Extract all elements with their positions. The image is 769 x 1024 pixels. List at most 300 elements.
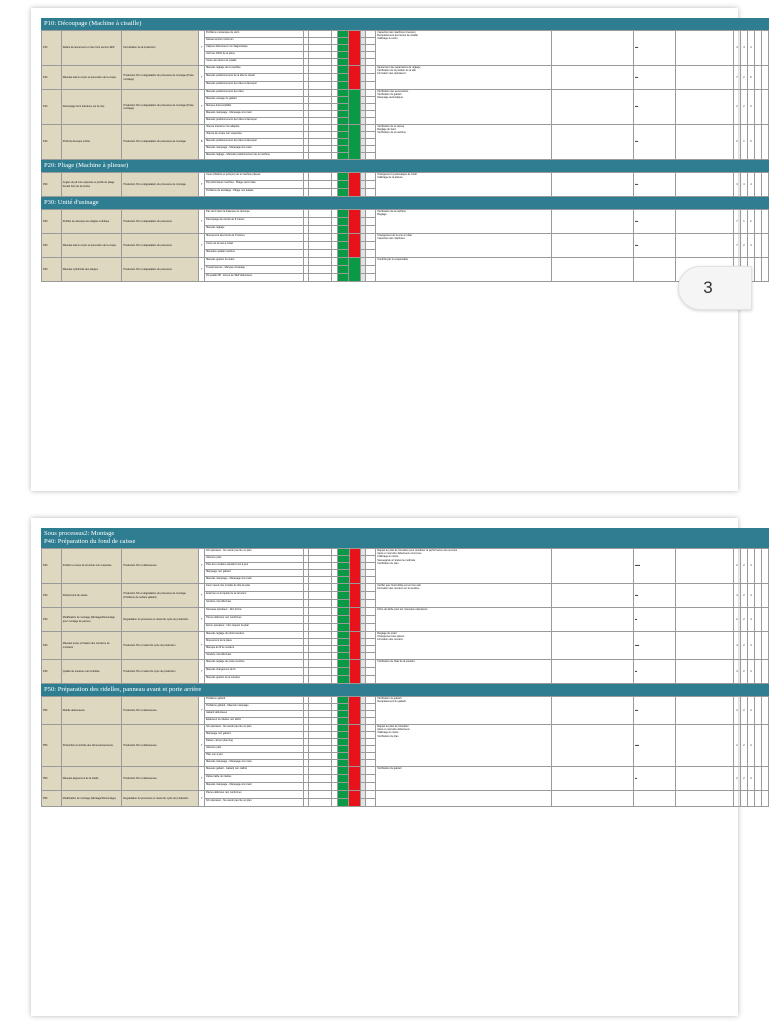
failure-cause: Pièces délivrées non conformes — [205, 616, 304, 624]
control-cell — [308, 556, 331, 563]
severity-value: 7 — [199, 725, 205, 767]
score-cell — [761, 767, 768, 791]
failure-cause: Usure de la scie à ruban — [205, 242, 304, 250]
status-dots: ●● — [633, 767, 675, 791]
failure-mode: Production à contrôle des dimensionnements — [61, 725, 122, 767]
deadline-cell — [675, 66, 733, 90]
action-item: Remplacement des lames de cisaille — [377, 34, 418, 38]
occurrence-marker — [337, 556, 349, 563]
control-cell — [308, 711, 331, 718]
control-cell — [308, 549, 331, 556]
failure-effect: Perturbation de la production — [122, 31, 199, 66]
priority-cell — [365, 732, 375, 739]
action-item: Fiche de tâche pour les nouveaux opérateurs — [377, 608, 428, 611]
priority-cell — [365, 753, 375, 760]
action-item: Ajout en mémoire défectueux — [377, 728, 410, 732]
score-cell: 2 — [733, 697, 740, 725]
priority-cell — [365, 646, 375, 653]
priority-cell — [365, 570, 375, 577]
recommended-actions — [376, 791, 552, 807]
control-cell — [308, 111, 331, 118]
deadline-cell — [675, 660, 733, 684]
step-code: P30 — [42, 234, 62, 258]
score-cell — [761, 234, 768, 258]
score-cell — [761, 210, 768, 234]
table-row — [42, 608, 769, 616]
score-cell: 7 — [733, 66, 740, 90]
score-cell: 7 — [733, 234, 740, 258]
action-item: Calibrage du vérin — [377, 37, 398, 41]
control-cell — [308, 146, 331, 153]
score-cell: 2 — [740, 632, 747, 660]
failure-cause: Erreur opérateur - Non respect du plan — [205, 624, 304, 632]
failure-effect: Production NC et dégradation du processus de montage (Poste montage) — [122, 66, 199, 90]
status-dots — [633, 258, 675, 282]
recommended-actions — [376, 660, 552, 684]
action-item: Changement systématique de l'outil — [377, 173, 417, 176]
control-cell — [308, 732, 331, 739]
action-item: Vérification de la position de la tôle — [377, 69, 416, 73]
priority-cell — [365, 653, 375, 660]
action-item: Remplacement du gabarit — [377, 700, 406, 704]
failure-mode: Profil de découpe incliné — [61, 125, 122, 160]
score-cell — [754, 725, 761, 767]
failure-cause: Manque de fil de soudure — [205, 646, 304, 653]
action-item: Changement des pièces — [377, 635, 405, 639]
control-cell — [308, 646, 331, 653]
step-code: P10 — [42, 31, 62, 66]
occurrence-marker — [337, 563, 349, 570]
control-cell — [308, 59, 331, 66]
failure-mode: Mauvais alignement de la ridelle — [61, 767, 122, 791]
document-page-2 — [31, 518, 752, 1016]
severity-value: 8 — [199, 125, 205, 160]
severity-value: 7 — [199, 66, 205, 90]
control-cell — [308, 52, 331, 59]
failure-mode: Qualité de soudure mal contrôlée — [61, 660, 122, 684]
status-dots: ●●● — [633, 31, 675, 66]
priority-cell — [365, 97, 375, 104]
severity-value: 7 — [199, 258, 205, 282]
section-banner: P10: Découpage (Machine à cisaille) — [41, 18, 769, 30]
action-item: Vérification de la vitesse — [377, 125, 405, 128]
priority-cell — [365, 563, 375, 570]
control-cell — [308, 210, 331, 218]
control-cell — [308, 753, 331, 760]
responsible-cell — [552, 210, 634, 234]
failure-cause: Mauvais positionnement des tôles — [205, 90, 304, 97]
priority-cell — [365, 118, 375, 125]
recommended-actions — [376, 173, 552, 197]
occurrence-marker — [337, 600, 349, 608]
failure-cause: Découpage des bords de 8 mètres — [205, 218, 304, 226]
occurrence-marker — [337, 791, 349, 799]
priority-cell — [365, 189, 375, 197]
score-cell: 4 — [740, 31, 747, 66]
priority-cell — [365, 104, 375, 111]
score-cell — [761, 125, 768, 160]
recommended-actions — [376, 608, 552, 632]
score-cell — [754, 173, 761, 197]
responsible-cell — [552, 234, 634, 258]
control-cell — [308, 258, 331, 266]
page-number-indicator[interactable] — [678, 266, 752, 310]
control-cell — [308, 639, 331, 646]
score-cell — [754, 608, 761, 632]
score-cell — [747, 791, 754, 807]
failure-cause: Problème gabarit — [205, 697, 304, 704]
control-cell — [308, 266, 331, 274]
step-code: P10 — [42, 66, 62, 90]
failure-cause: Mauvais réglage - Mauvais positionnement de la machine — [205, 153, 304, 160]
occurrence-marker — [337, 739, 349, 746]
severity-value: 7 — [199, 210, 205, 234]
failure-cause: Soudure mal effectuée — [205, 653, 304, 660]
occurrence-marker — [337, 549, 349, 556]
recommended-actions — [376, 210, 552, 234]
table-row — [42, 31, 769, 38]
rpn-status-cell — [349, 632, 361, 660]
deadline-cell — [675, 173, 733, 197]
control-cell — [308, 660, 331, 668]
failure-effect: Production NC et dégradation du processus — [122, 210, 199, 234]
failure-cause: Travail manuel - Manque d'usinage — [205, 266, 304, 274]
failure-effect: Production NC et dégradation du processus de montage (Poste montage) — [122, 90, 199, 125]
deadline-cell — [675, 767, 733, 791]
occurrence-marker — [337, 697, 349, 704]
priority-cell — [365, 132, 375, 139]
failure-mode: Mauvais tenue et fixation des cornières de montants — [61, 632, 122, 660]
control-cell — [308, 570, 331, 577]
occurrence-marker — [337, 210, 349, 218]
control-cell — [308, 97, 331, 104]
control-cell — [308, 791, 331, 799]
page-number-label: 3 — [703, 278, 713, 297]
failure-effect: Production NC et défectueuse — [122, 725, 199, 767]
score-cell — [740, 791, 747, 807]
occurrence-marker — [337, 725, 349, 732]
priority-cell — [365, 624, 375, 632]
score-cell: 4 — [733, 173, 740, 197]
rpn-status-cell — [349, 660, 361, 684]
occurrence-marker — [337, 250, 349, 258]
failure-cause: Problème de décalage - Pliage non adapté — [205, 189, 304, 197]
control-cell — [308, 783, 331, 791]
action-item: Vérification de la machine — [377, 210, 406, 213]
failure-cause: Soudure mal effectuée — [205, 600, 304, 608]
step-code: P40 — [42, 660, 62, 684]
severity-value: 7 — [199, 767, 205, 791]
failure-cause: Défaut taille du ridelles — [205, 775, 304, 783]
table-row — [42, 660, 769, 668]
responsible-cell — [552, 173, 634, 197]
failure-effect: Production NC et dégradation du processus de montage — [122, 173, 199, 197]
occurrence-marker — [337, 760, 349, 767]
failure-mode: Modification de montage (Montage/Démontage) — [61, 791, 122, 807]
action-item: Réglage du banc — [377, 128, 397, 132]
status-dots: ●●● — [633, 210, 675, 234]
priority-cell — [365, 210, 375, 218]
step-code: P50 — [42, 697, 62, 725]
occurrence-marker — [337, 274, 349, 282]
priority-cell — [365, 739, 375, 746]
control-cell — [308, 38, 331, 45]
priority-cell — [365, 549, 375, 556]
section-banner: Sous processus2: Montage P40: Préparation du fond de caisse — [41, 528, 769, 548]
score-cell — [761, 173, 768, 197]
failure-mode: Mauvais état du corps et prévention de la coupe — [61, 234, 122, 258]
occurrence-marker — [337, 258, 349, 266]
priority-cell — [365, 697, 375, 704]
priority-cell — [365, 577, 375, 584]
action-item: Calibrage du mètre — [377, 555, 399, 559]
priority-cell — [365, 704, 375, 711]
responsible-cell — [552, 31, 634, 66]
score-cell: 4 — [733, 660, 740, 684]
deadline-cell — [675, 210, 733, 234]
priority-cell — [365, 38, 375, 45]
fmea-table — [41, 548, 769, 684]
control-cell — [308, 189, 331, 197]
control-cell — [308, 624, 331, 632]
score-cell: 2 — [740, 697, 747, 725]
score-cell: 2 — [740, 234, 747, 258]
failure-cause: Plan non à jour — [205, 753, 304, 760]
control-cell — [308, 697, 331, 704]
action-item: Vérifier que l'outil utilisé est en bon état — [377, 584, 421, 587]
priority-cell — [365, 584, 375, 592]
priority-cell — [365, 725, 375, 732]
score-cell — [754, 66, 761, 90]
action-item: Vérification du plan — [377, 734, 399, 738]
deadline-cell — [675, 697, 733, 725]
occurrence-marker — [337, 753, 349, 760]
status-dots — [633, 791, 675, 807]
control-cell — [308, 153, 331, 160]
score-cell — [761, 258, 768, 282]
status-dots: ●● — [633, 608, 675, 632]
rpn-status-cell — [349, 234, 361, 258]
step-code: P40 — [42, 608, 62, 632]
control-cell — [308, 90, 331, 97]
occurrence-marker — [337, 775, 349, 783]
action-item: Calibrage de la plieuse — [377, 176, 403, 180]
occurrence-marker — [337, 146, 349, 153]
action-item: Vérification du gabarit — [377, 697, 402, 700]
score-cell: 2 — [733, 125, 740, 160]
score-cell — [761, 90, 768, 125]
score-cell — [761, 660, 768, 684]
failure-cause: Marquage non gabarit — [205, 732, 304, 739]
table-row — [42, 767, 769, 775]
priority-cell — [365, 45, 375, 52]
fmea-table — [41, 172, 769, 197]
deadline-cell — [675, 632, 733, 660]
table-row — [42, 697, 769, 704]
responsible-cell — [552, 66, 634, 90]
rpn-status-cell — [349, 697, 361, 725]
failure-cause: Problème mécanique du vérin — [205, 31, 304, 38]
control-cell — [308, 616, 331, 624]
control-cell — [308, 250, 331, 258]
score-cell: 2 — [733, 90, 740, 125]
priority-cell — [365, 600, 375, 608]
priority-cell — [365, 226, 375, 234]
control-cell — [308, 608, 331, 616]
action-item: Vérification de la machine — [377, 131, 406, 135]
table-row — [42, 210, 769, 218]
score-cell — [754, 234, 761, 258]
priority-cell — [365, 775, 375, 783]
score-cell — [761, 791, 768, 807]
action-item: Changement de la scie à ruban — [377, 234, 413, 237]
failure-cause: Pli qualité NP - Erreur de SEP défectueux — [205, 274, 304, 282]
score-cell — [754, 697, 761, 725]
score-cell — [761, 632, 768, 660]
priority-cell — [365, 31, 375, 38]
priority-cell — [365, 616, 375, 624]
priority-cell — [365, 791, 375, 799]
occurrence-marker — [337, 45, 349, 52]
failure-cause: Absence plan — [205, 556, 304, 563]
occurrence-marker — [337, 624, 349, 632]
responsible-cell — [552, 791, 634, 807]
priority-cell — [365, 181, 375, 189]
failure-effect: Production NC et retard du cycle de production — [122, 660, 199, 684]
control-cell — [308, 584, 331, 592]
occurrence-marker — [337, 139, 349, 146]
rpn-status-cell — [349, 31, 361, 66]
failure-cause: Mauvais positionnement de la tôle de travail — [205, 74, 304, 82]
occurrence-marker — [337, 646, 349, 653]
failure-cause: Mauvais marquage - Marquage à la main — [205, 577, 304, 584]
occurrence-marker — [337, 266, 349, 274]
control-cell — [308, 668, 331, 676]
occurrence-marker — [337, 132, 349, 139]
action-item: Inspection des machines (mesure) — [377, 31, 416, 34]
occurrence-marker — [337, 632, 349, 639]
occurrence-marker — [337, 608, 349, 616]
deadline-cell — [675, 608, 733, 632]
responsible-cell — [552, 697, 634, 725]
fmea-table — [41, 696, 769, 807]
responsible-cell — [552, 258, 634, 282]
rpn-status-cell — [349, 90, 361, 125]
responsible-cell — [552, 767, 634, 791]
score-cell: 2 — [733, 767, 740, 791]
failure-cause: Mauvais positionnement des tôles à découper — [205, 118, 304, 125]
occurrence-marker — [337, 718, 349, 725]
deadline-cell — [675, 549, 733, 584]
failure-mode: Mauvais cylindricité des doigtes — [61, 258, 122, 282]
score-cell — [754, 125, 761, 160]
failure-cause: NC opérateur - Ne savoir pas lire un plan — [205, 549, 304, 556]
failure-cause: Usure des lames de cisaille — [205, 59, 304, 66]
action-item: Vérification du gabarit — [377, 93, 402, 97]
action-item: Vérification du gabarit — [377, 767, 402, 770]
control-cell — [308, 45, 331, 52]
failure-cause: Mouvement de la pièce — [205, 639, 304, 646]
failure-cause: Vitesse d'avance non adaptée — [205, 125, 304, 132]
rpn-status-cell — [349, 791, 361, 807]
occurrence-marker — [337, 653, 349, 660]
occurrence-marker — [337, 218, 349, 226]
score-cell — [761, 31, 768, 66]
failure-effect: Production NC et défectueuse — [122, 697, 199, 725]
occurrence-marker — [337, 97, 349, 104]
severity-value: 7 — [199, 608, 205, 632]
priority-cell — [365, 59, 375, 66]
occurrence-marker — [337, 52, 349, 59]
failure-effect: Dégradation du processus et retard du cycle de production — [122, 791, 199, 807]
occurrence-marker — [337, 668, 349, 676]
occurrence-marker — [337, 82, 349, 90]
action-item: Formation des ouvriers sur la soudure — [377, 587, 420, 591]
table-row — [42, 632, 769, 639]
responsible-cell — [552, 608, 634, 632]
status-dots: ●●●●● — [633, 549, 675, 584]
priority-cell — [365, 799, 375, 807]
recommended-actions — [376, 90, 552, 125]
deadline-cell — [675, 90, 733, 125]
failure-cause: NC opérateur - Ne savoir pas lire un plan — [205, 799, 304, 807]
status-dots: ●●● — [633, 66, 675, 90]
table-row — [42, 66, 769, 74]
occurrence-marker — [337, 181, 349, 189]
failure-cause: Défaut - Erreur planning — [205, 739, 304, 746]
rpn-status-cell — [349, 549, 361, 584]
priority-cell — [365, 783, 375, 791]
priority-cell — [365, 52, 375, 59]
priority-cell — [365, 660, 375, 668]
occurrence-marker — [337, 189, 349, 197]
control-cell — [308, 725, 331, 732]
recommended-actions — [376, 632, 552, 660]
step-code: P30 — [42, 258, 62, 282]
recommended-actions — [376, 584, 552, 608]
priority-cell — [365, 718, 375, 725]
priority-cell — [365, 274, 375, 282]
score-cell: 4 — [747, 608, 754, 632]
occurrence-marker — [337, 59, 349, 66]
occurrence-marker — [337, 746, 349, 753]
occurrence-marker — [337, 226, 349, 234]
occurrence-marker — [337, 732, 349, 739]
failure-cause: Mauvais marquage - Marquage à la main — [205, 111, 304, 118]
score-cell: 2 — [747, 210, 754, 234]
step-code: P50 — [42, 791, 62, 807]
occurrence-marker — [337, 173, 349, 181]
score-cell: 3 — [747, 90, 754, 125]
step-code: P50 — [42, 767, 62, 791]
step-code: P10 — [42, 125, 62, 160]
deadline-cell — [675, 234, 733, 258]
control-cell — [308, 577, 331, 584]
occurrence-marker — [337, 616, 349, 624]
action-item: Rappel au plan de formation pour améliorer la performance des ouvriers — [377, 549, 458, 552]
priority-cell — [365, 242, 375, 250]
action-item: Contrôle par le responsable — [377, 258, 408, 261]
failure-mode: Modification de montage (Montage/Démontage pour montage de pièces) — [61, 608, 122, 632]
control-cell — [308, 173, 331, 181]
priority-cell — [365, 668, 375, 676]
failure-cause: Marquage non gabarit — [205, 570, 304, 577]
score-cell — [754, 31, 761, 66]
rpn-status-cell — [349, 173, 361, 197]
severity-value: 7 — [199, 584, 205, 608]
priority-cell — [365, 767, 375, 775]
failure-cause: Mauvais marquage - Marquage à la main — [205, 760, 304, 767]
